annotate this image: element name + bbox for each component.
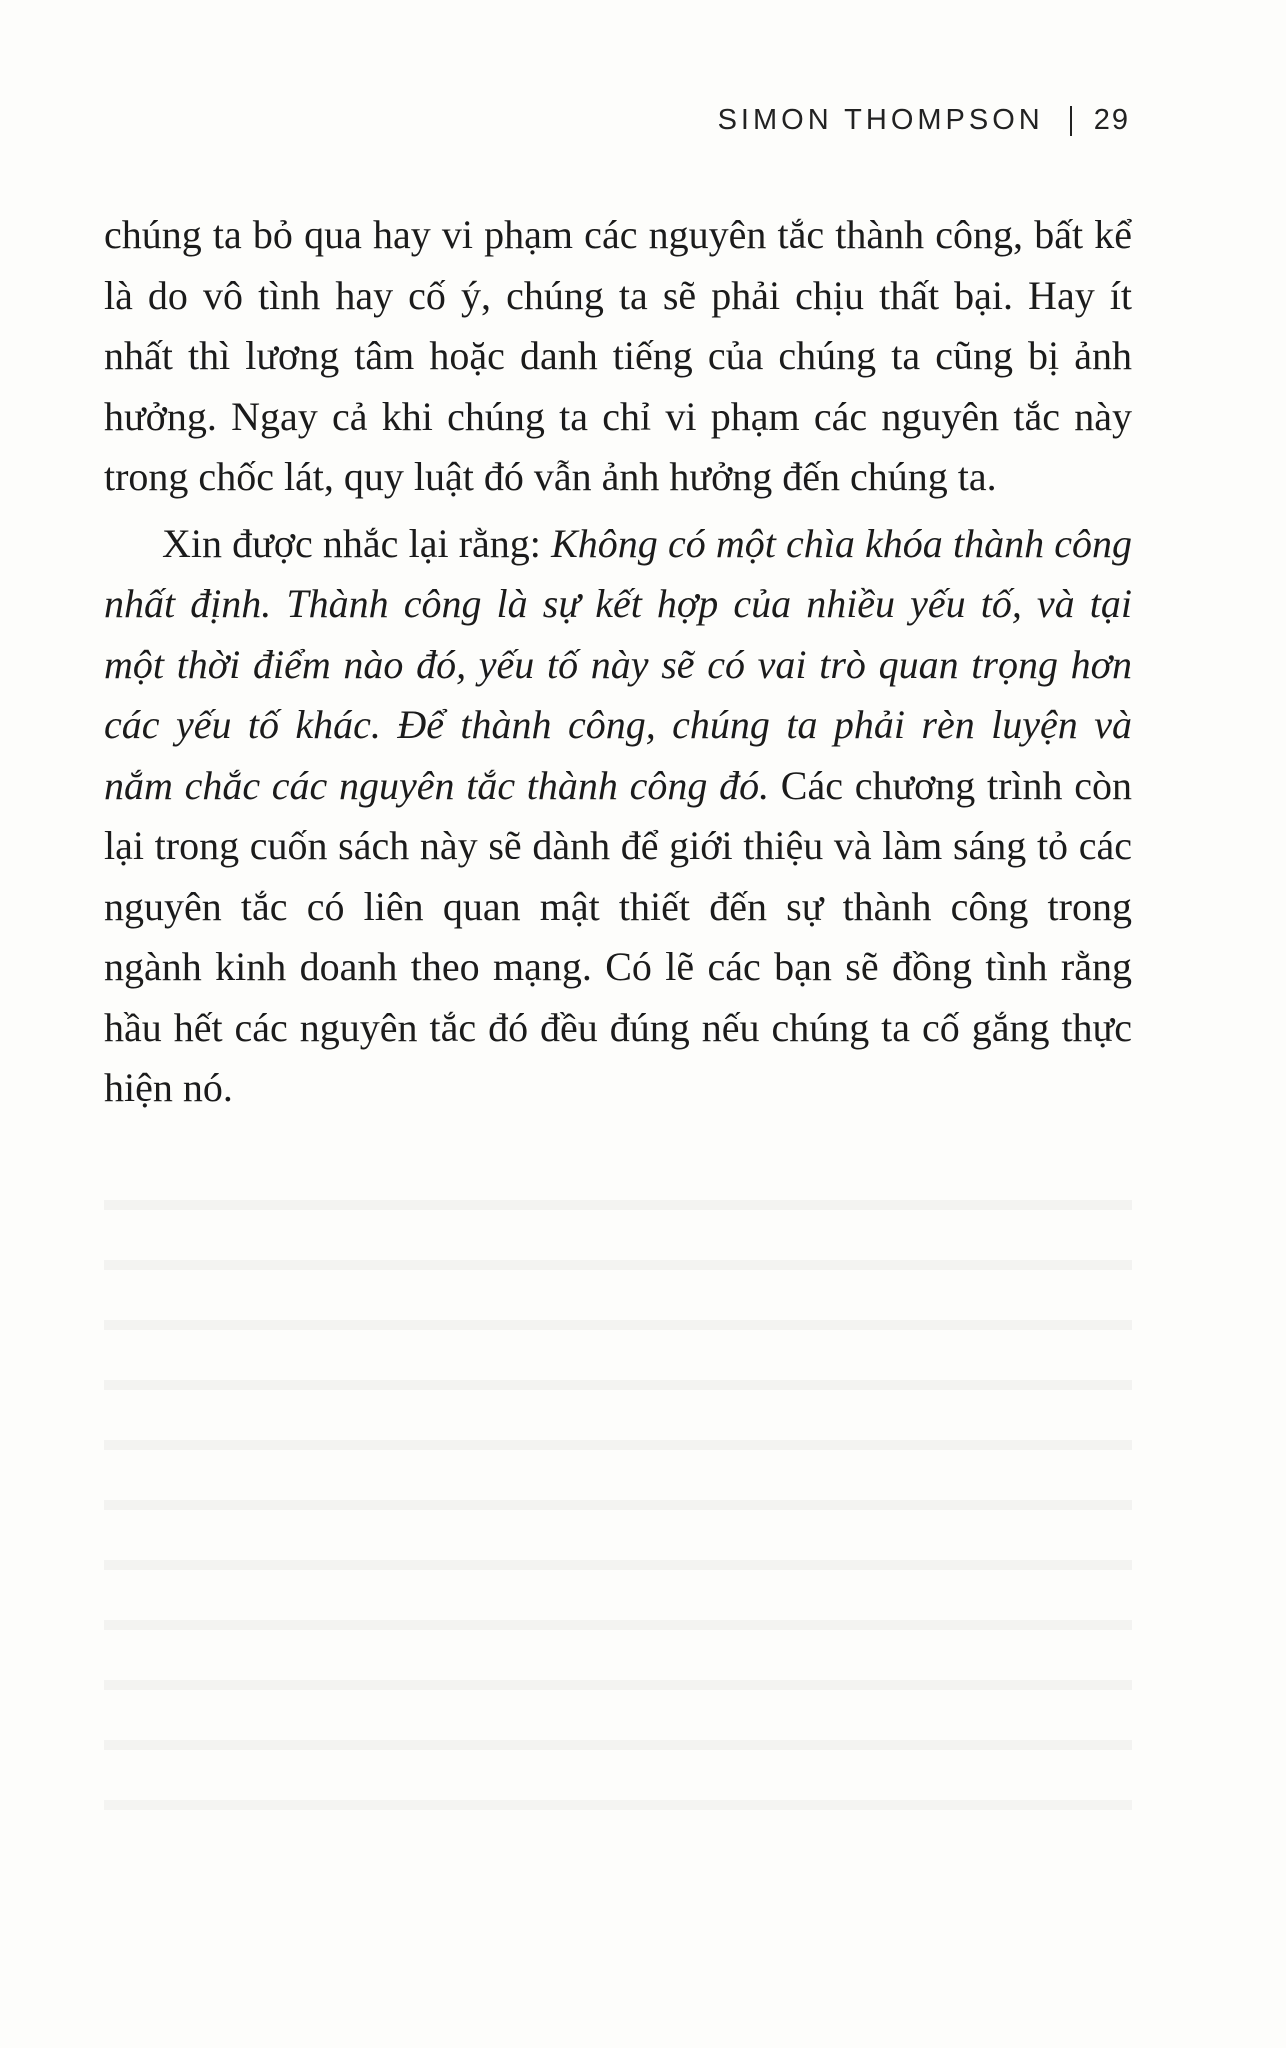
running-header (718, 104, 1130, 137)
paragraph-2-italic: Không có một chìa khóa thành công nhất định. Thành công là sự kết hợp của nhiều yếu tố, và tại một thời điểm nào đó, yếu tố này sẽ có vai trò quan trọng hơn các yếu tố khác. Để thành công, chúng ta phải rèn luyện và nắm chắc các nguyên tắc thành công đó. (104, 520, 1133, 808)
author-name: SIMON THOMPSON (717, 104, 1044, 136)
paragraph-2 (104, 514, 1132, 1119)
paragraph-1: chúng ta bỏ qua hay vi phạm các nguyên tắc thành công, bất kể là do vô tình hay cố ý, chúng ta sẽ phải chịu thất bại. Hay ít nhất thì lương tâm hoặc danh tiếng của chúng ta cũng bị ảnh hưởng. Ngay cả khi chúng ta chỉ vi phạm các nguyên tắc này trong chốc lát, quy luật đó vẫn ảnh hưởng đến chúng ta. (104, 212, 1132, 499)
header-separator (1070, 106, 1072, 136)
body-text (104, 205, 1132, 1119)
show-through-shadow (104, 1200, 1132, 1880)
paragraph-2-lead: Xin được nhắc lại rằng: (162, 520, 552, 566)
page-number: 29 (1093, 104, 1130, 136)
paragraph-2-rest: Các chương trình còn lại trong cuốn sách này sẽ dành để giới thiệu và làm sáng tỏ các nguyên tắc có liên quan mật thiết đến sự thành công trong ngành kinh doanh theo mạng. Có lẽ các bạn sẽ đồng tình rằng hầu hết các nguyên tắc đó đều đúng nếu chúng ta cố gắng thực hiện nó. (104, 762, 1132, 1110)
